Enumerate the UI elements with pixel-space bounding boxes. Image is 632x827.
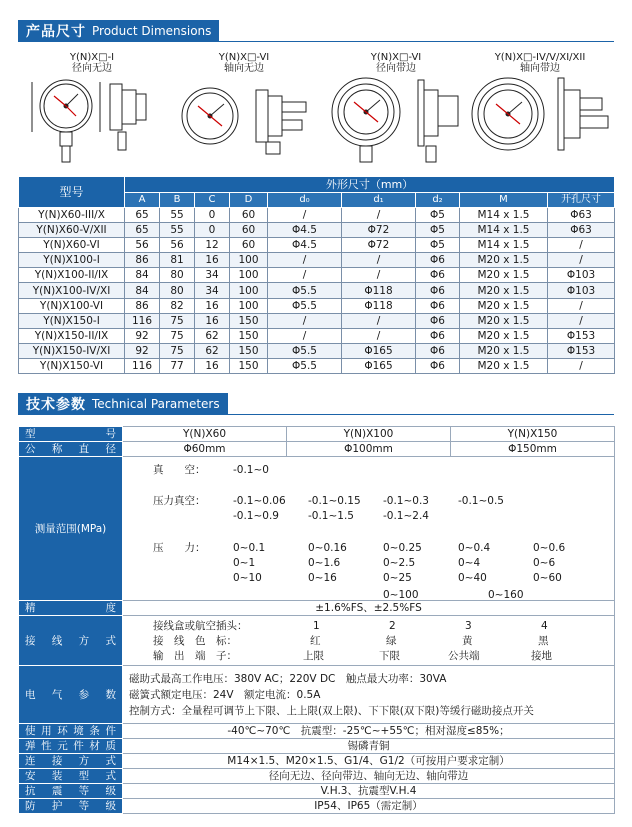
table-cell: 84 [125,268,160,283]
range-value: -0.1~0.3 [383,495,429,507]
table-cell: 60 [230,208,268,223]
wiring-terminal: 接地 [531,650,552,662]
compound-label: 压力真空： [153,495,206,507]
row-model: Y(N)X150-II/IX [19,328,125,343]
gauge-drawing [170,76,318,170]
table-cell: 150 [230,328,268,343]
diagram-radial-with-flange [322,52,470,170]
material-value: 锡磷青铜 [123,739,615,754]
table-cell: 116 [125,358,160,373]
label-connection: 连接方式 [19,754,123,769]
table-cell: Φ153 [548,328,615,343]
wiring-color: 黄 [462,635,473,647]
table-cell: 150 [230,358,268,373]
table-cell: 100 [230,283,268,298]
table-cell: 16 [195,358,230,373]
table-cell: Φ165 [342,343,416,358]
table-cell: 81 [160,253,195,268]
table-cell: 80 [160,268,195,283]
wiring-color: 黑 [538,635,549,647]
wiring-row3-label: 输 出 端 子： [153,650,237,662]
label-electrical-params: 电气参数 [19,666,123,724]
table-cell: 80 [160,283,195,298]
protection-value: IP54、IP65（需定制） [123,799,615,814]
table-cell: M20 x 1.5 [460,283,548,298]
table-cell: M20 x 1.5 [460,358,548,373]
row-model: Y(N)X100-I [19,253,125,268]
measuring-range-cell [123,457,615,601]
table-cell: / [548,253,615,268]
diameter-60: Φ60mm [123,442,287,457]
table-cell: 56 [160,238,195,253]
table-cell: Φ6 [416,328,460,343]
table-cell: / [342,313,416,328]
range-value: 0~25 [383,572,412,584]
table-row [19,343,615,358]
mounting-value: 径向无边、径向带边、轴向无边、轴向带边 [123,769,615,784]
label-model: 型 号 [19,427,123,442]
model-150: Y(N)X150 [451,427,615,442]
range-value: 0~0.6 [533,542,566,554]
wiring-pin: 4 [541,620,548,632]
table-cell: M20 x 1.5 [460,268,548,283]
table-cell: M20 x 1.5 [460,313,548,328]
table-cell: 75 [160,313,195,328]
shock-value: V.H.3、抗震型V.H.4 [123,784,615,799]
table-cell: 75 [160,343,195,358]
table-cell: Φ5.5 [268,343,342,358]
electrical-cell [123,666,615,724]
table-row [19,298,615,313]
table-cell: M20 x 1.5 [460,253,548,268]
table-cell: 92 [125,328,160,343]
wiring-terminal: 下限 [379,650,400,662]
label-mounting: 安装型式 [19,769,123,784]
section-title-zh: 技术参数 [26,397,86,413]
row-model: Y(N)X60-III/X [19,208,125,223]
table-cell: 84 [125,283,160,298]
wiring-pin: 2 [389,620,396,632]
table-cell: 62 [195,328,230,343]
table-cell: Φ6 [416,253,460,268]
table-cell: Φ4.5 [268,223,342,238]
table-cell: 16 [195,298,230,313]
column-header: A [125,193,160,208]
table-cell: 60 [230,223,268,238]
table-cell: Φ72 [342,223,416,238]
range-value: -0.1~0.06 [233,495,286,507]
range-value: 0~2.5 [383,557,416,569]
table-cell: 92 [125,343,160,358]
diagram-desc: 径向带边 [376,63,416,74]
range-value: 0~6 [533,557,556,569]
header-dimensions-group: 外形尺寸（mm） [125,177,615,193]
electrical-line-2: 磁簧式额定电压：24V 额定电流：0.5A [129,688,321,701]
table-cell: Φ5.5 [268,358,342,373]
wiring-cell [123,616,615,666]
pressure-label: 压 力： [153,542,206,554]
table-cell: Φ6 [416,268,460,283]
model-60: Y(N)X60 [123,427,287,442]
label-nominal-diameter: 公称直径 [19,442,123,457]
accuracy-value: ±1.6%FS、±2.5%FS [123,601,615,616]
model-100: Y(N)X100 [287,427,451,442]
range-value: 0~160 [488,589,524,601]
table-cell: 65 [125,223,160,238]
table-cell: / [268,328,342,343]
table-cell: 150 [230,313,268,328]
section-title-zh: 产品尺寸 [26,24,86,40]
column-header: B [160,193,195,208]
column-header: C [195,193,230,208]
table-cell: Φ118 [342,298,416,313]
technical-parameters-table [18,426,615,814]
row-model: Y(N)X150-I [19,313,125,328]
column-header: d₂ [416,193,460,208]
column-header: d₀ [268,193,342,208]
table-cell: / [342,268,416,283]
label-wiring-method: 接线方式 [19,616,123,666]
range-value: 0~0.16 [308,542,347,554]
table-cell: 86 [125,253,160,268]
range-value: 0~0.25 [383,542,422,554]
row-model: Y(N)X60-VI [19,238,125,253]
range-value: 0~60 [533,572,562,584]
range-value: 0~1 [233,557,256,569]
table-cell: 55 [160,223,195,238]
table-cell: Φ6 [416,298,460,313]
divider [18,414,614,415]
range-value: 0~0.4 [458,542,491,554]
table-cell: 77 [160,358,195,373]
table-cell: 116 [125,313,160,328]
table-cell: Φ5.5 [268,283,342,298]
table-cell: 16 [195,253,230,268]
table-cell: / [548,238,615,253]
label-elastic-material: 弹性元件材质 [19,739,123,754]
column-header: D [230,193,268,208]
table-cell: Φ5.5 [268,298,342,313]
table-cell: / [548,358,615,373]
table-cell: M20 x 1.5 [460,343,548,358]
range-value: 0~16 [308,572,337,584]
table-row [19,208,615,223]
range-value: 0~40 [458,572,487,584]
diagram-model: Y(N)X□-VI [218,52,270,63]
wiring-row1-label: 接线盒或航空插头： [153,620,248,632]
table-cell: Φ5 [416,223,460,238]
table-cell: / [548,298,615,313]
label-protection-grade: 防护等级 [19,799,123,814]
table-cell: 34 [195,268,230,283]
wiring-color: 红 [310,635,321,647]
range-value: 0~10 [233,572,262,584]
table-cell: Φ118 [342,283,416,298]
table-row [19,358,615,373]
table-cell: Φ5 [416,238,460,253]
table-cell: / [342,328,416,343]
range-value: 0~4 [458,557,481,569]
label-environment: 使用环境条件 [19,724,123,739]
row-model: Y(N)X100-II/IX [19,268,125,283]
diagram-model: Y(N)X□-IV/V/XI/XII [494,52,586,63]
table-cell: / [268,313,342,328]
diameter-150: Φ150mm [451,442,615,457]
table-cell: Φ103 [548,283,615,298]
table-cell: M14 x 1.5 [460,208,548,223]
table-cell: / [268,208,342,223]
row-model: Y(N)X60-V/XII [19,223,125,238]
table-cell: 100 [230,253,268,268]
table-cell: Φ63 [548,223,615,238]
product-diagrams [18,52,614,170]
gauge-drawing [18,76,166,170]
section-header-product-dimensions [18,20,219,42]
range-value: -0.1~1.5 [308,510,354,522]
range-value: 0~0.1 [233,542,266,554]
label-shock-grade: 抗震等级 [19,784,123,799]
table-cell: Φ5 [416,208,460,223]
section-header-technical-parameters [18,393,228,415]
table-cell: 150 [230,343,268,358]
header-model: 型号 [19,177,125,208]
table-cell: / [342,208,416,223]
table-cell: / [342,253,416,268]
row-model: Y(N)X150-VI [19,358,125,373]
wiring-terminal: 上限 [303,650,324,662]
table-cell: 56 [125,238,160,253]
diagram-desc: 轴向带边 [520,63,560,74]
row-model: Y(N)X100-IV/XI [19,283,125,298]
table-cell: Φ6 [416,283,460,298]
column-header: 开孔尺寸 [548,193,615,208]
table-cell: 16 [195,313,230,328]
diagram-axial-with-flange [466,52,614,170]
dimensions-table [18,176,615,374]
table-cell: / [268,268,342,283]
diagram-desc: 径向无边 [72,63,112,74]
table-cell: Φ63 [548,208,615,223]
table-row [19,268,615,283]
table-cell: 60 [230,238,268,253]
table-cell: 0 [195,223,230,238]
table-cell: 75 [160,328,195,343]
gauge-drawing [466,76,614,170]
connection-value: M14×1.5、M20×1.5、G1/4、G1/2（可按用户要求定制） [123,754,615,769]
range-value: 0~100 [383,589,419,601]
range-value: -0.1~2.4 [383,510,429,522]
table-cell: 65 [125,208,160,223]
table-row [19,313,615,328]
table-cell: 100 [230,268,268,283]
table-cell: Φ153 [548,343,615,358]
wiring-pin: 3 [465,620,472,632]
divider [18,41,614,42]
electrical-line-3: 控制方式：全量程可调节上下限、上上限(双上限)、下下限(双下限)等缓行磁助接点开关 [129,704,534,717]
table-cell: 34 [195,283,230,298]
table-cell: Φ72 [342,238,416,253]
range-value: -0.1~0.9 [233,510,279,522]
range-value: -0.1~0.5 [458,495,504,507]
table-cell: Φ6 [416,343,460,358]
table-cell: 86 [125,298,160,313]
table-cell: Φ4.5 [268,238,342,253]
table-cell: 62 [195,343,230,358]
table-cell: 100 [230,298,268,313]
table-cell: Φ6 [416,313,460,328]
diagram-desc: 轴向无边 [224,63,264,74]
table-cell: M20 x 1.5 [460,328,548,343]
row-model: Y(N)X100-VI [19,298,125,313]
column-header: d₁ [342,193,416,208]
vacuum-label: 真 空： [153,464,206,476]
row-model: Y(N)X150-IV/XI [19,343,125,358]
table-cell: 0 [195,208,230,223]
diagram-axial-no-flange [170,52,318,170]
electrical-line-1: 磁助式最高工作电压：380V AC；220V DC 触点最大功率：30VA [129,672,447,685]
vacuum-value: -0.1~0 [233,464,269,476]
table-cell: M14 x 1.5 [460,223,548,238]
column-header: M [460,193,548,208]
table-cell: / [268,253,342,268]
table-row [19,253,615,268]
table-cell: 82 [160,298,195,313]
diagram-model: Y(N)X□-I [69,52,115,63]
table-cell: Φ6 [416,358,460,373]
gauge-drawing [322,76,470,170]
table-cell: M20 x 1.5 [460,298,548,313]
table-cell: 12 [195,238,230,253]
table-row [19,238,615,253]
wiring-row2-label: 接 线 色 标： [153,635,237,647]
range-value: -0.1~0.15 [308,495,361,507]
wiring-terminal: 公共端 [448,650,480,662]
diagram-radial-no-flange [18,52,166,170]
environment-value: -40℃~70℃ 抗震型：-25℃~+55℃；相对湿度≤85%； [123,724,615,739]
table-row [19,223,615,238]
table-cell: / [548,313,615,328]
label-accuracy: 精 度 [19,601,123,616]
wiring-color: 绿 [386,635,397,647]
table-row [19,328,615,343]
wiring-pin: 1 [313,620,320,632]
label-measuring-range: 测量范围(MPa) [19,457,123,601]
section-title-en: Technical Parameters [92,397,220,411]
diameter-100: Φ100mm [287,442,451,457]
table-cell: Φ103 [548,268,615,283]
diagram-model: Y(N)X□-VI [370,52,422,63]
section-title-en: Product Dimensions [92,24,212,38]
table-row [19,283,615,298]
range-value: 0~1.6 [308,557,341,569]
table-cell: 55 [160,208,195,223]
table-cell: M14 x 1.5 [460,238,548,253]
table-cell: Φ165 [342,358,416,373]
